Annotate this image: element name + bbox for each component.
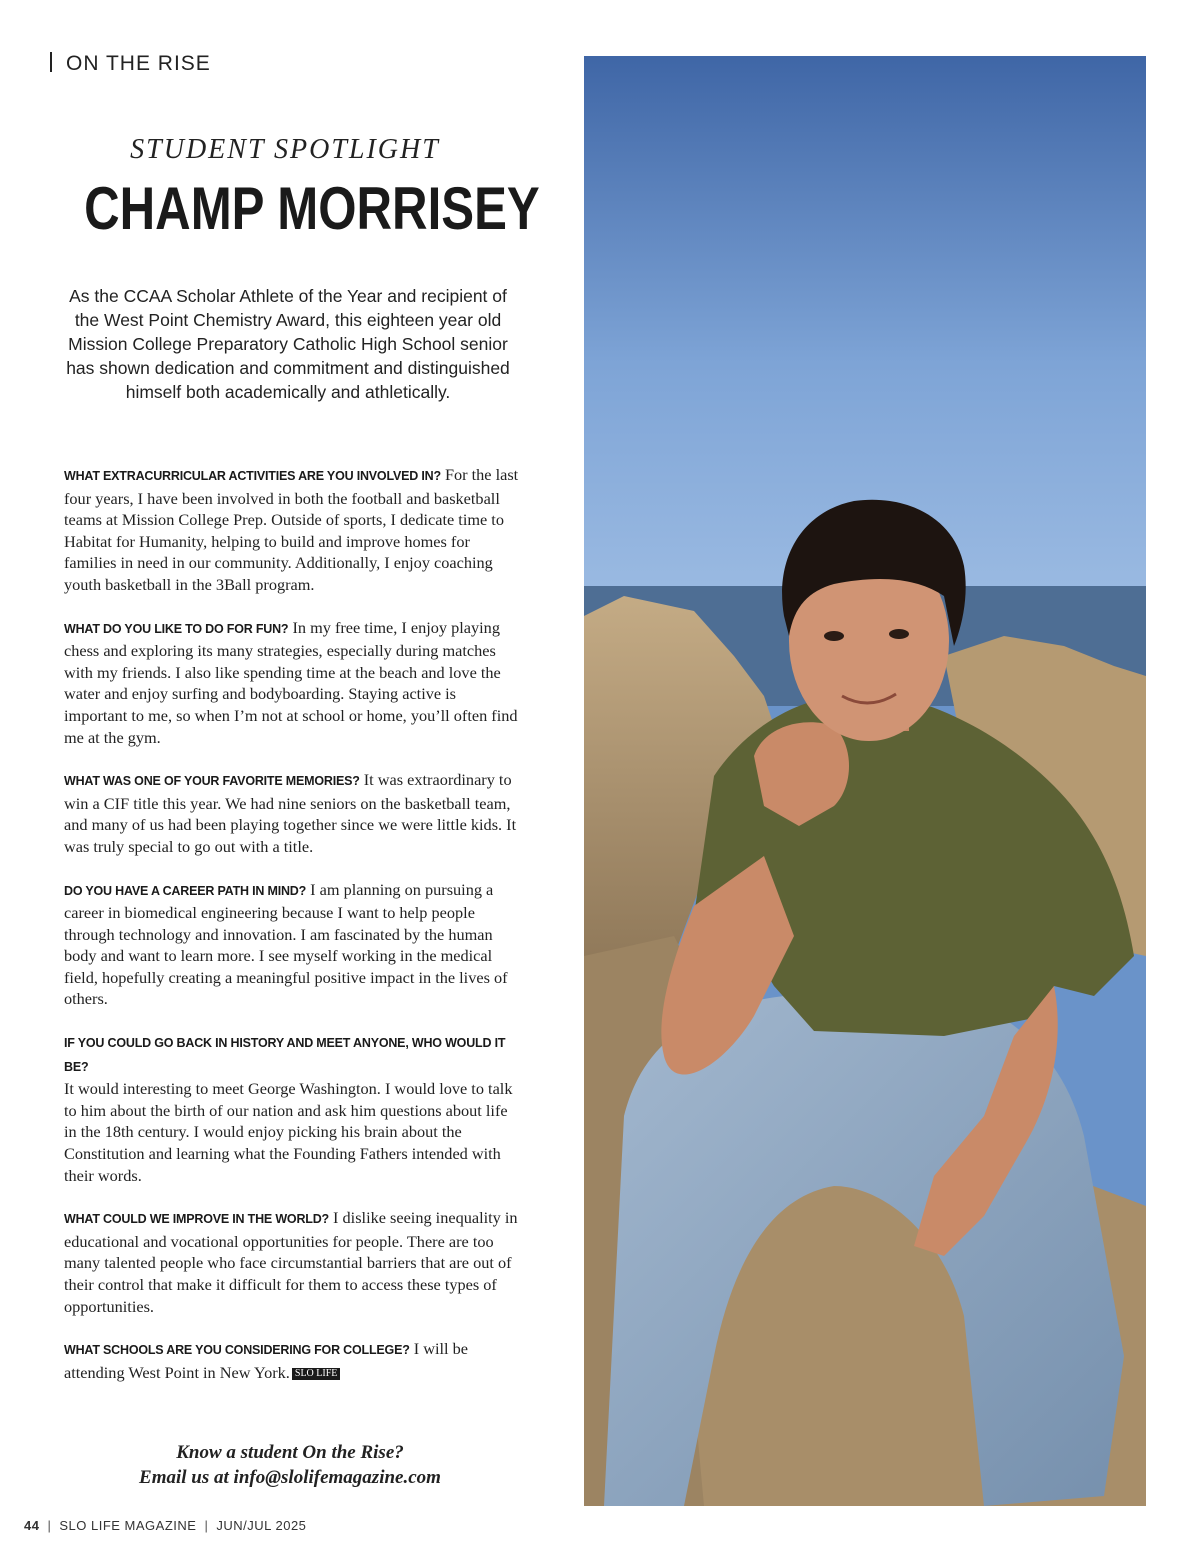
section-header xyxy=(50,52,211,76)
qa-section xyxy=(64,464,520,1404)
page-footer xyxy=(24,1518,306,1533)
qa-answer: I dislike seeing inequality in educational and vocational opportunities for people. There are too many talented people who face circumstantial barriers that are out of their control that make it difficult for them to access these types of opportunities. xyxy=(64,1208,518,1316)
eye-left xyxy=(824,631,844,641)
qa-item xyxy=(64,1031,520,1186)
portrait-photo xyxy=(584,56,1146,1506)
article-kicker: STUDENT SPOTLIGHT xyxy=(130,134,440,165)
issue-date: JUN/JUL 2025 xyxy=(216,1518,307,1533)
section-label: ON THE RISE xyxy=(66,52,211,75)
qa-answer: I am planning on pursuing a career in biomedical engineering because I want to help people through technology and innovation. I am fascinated by the human body and want to learn more. I see myself working in the medical field, hopefully creating a meaningful positive impact in the lives of others. xyxy=(64,879,508,1009)
article-title: CHAMP MORRISEY xyxy=(84,175,540,242)
publication-name: SLO LIFE MAGAZINE xyxy=(59,1518,197,1533)
qa-item xyxy=(64,769,520,857)
footer-divider: | xyxy=(204,1518,209,1533)
qa-question: WHAT EXTRACURRICULAR ACTIVITIES ARE YOU INVOLVED IN? xyxy=(64,469,441,483)
footer-divider: | xyxy=(47,1518,52,1533)
qa-question: WHAT DO YOU LIKE TO DO FOR FUN? xyxy=(64,621,289,636)
qa-answer: I will be attending West Point in New York. xyxy=(64,1339,468,1382)
qa-item xyxy=(64,879,520,1011)
qa-item xyxy=(64,617,520,749)
cta-line: Know a student On the Rise? xyxy=(176,1442,404,1463)
qa-question: WHAT WAS ONE OF YOUR FAVORITE MEMORIES? xyxy=(64,774,360,789)
qa-answer: For the last four years, I have been involved in both the football and basketball teams at Mission College Prep. Outside of sports, I dedicate time to Habitat for Humanity, helping to build and improve homes for families in need in our community. Additionally, I enjoy coaching youth basketball in the 3Ball program. xyxy=(64,465,519,594)
end-mark-logo: SLO LIFE xyxy=(292,1368,341,1380)
page-number: 44 xyxy=(24,1518,40,1533)
qa-item xyxy=(64,464,520,596)
qa-item xyxy=(64,1338,520,1383)
cta-email: Email us at info@slolifemagazine.com xyxy=(139,1467,441,1488)
eye-right xyxy=(889,629,909,639)
qa-item xyxy=(64,1207,520,1317)
section-divider xyxy=(50,52,52,72)
article-intro: As the CCAA Scholar Athlete of the Year and recipient of the West Point Chemistry Award, this eighteen year old Mission College Preparatory Catholic High School senior has shown dedication and commitment and distinguished himself both academically and athletically. xyxy=(66,286,510,402)
qa-question: WHAT SCHOOLS ARE YOU CONSIDERING FOR COLLEGE? xyxy=(64,1343,410,1358)
qa-question: DO YOU HAVE A CAREER PATH IN MIND? xyxy=(64,883,307,898)
qa-answer: It would interesting to meet George Washington. I would love to talk to him about the birth of our nation and ask him questions about life in the 18th century. I would enjoy picking his brain about the Constitution and learning what the Founding Fathers intended with their words. xyxy=(64,1079,513,1185)
qa-answer: In my free time, I enjoy playing chess and exploring its many strategies, especially during matches with my friends. I also like spending time at the beach and love the water and enjoy surfing and bodyboarding. Staying active is important to me, so when I’m not at school or home, you’ll often find me at the gym. xyxy=(64,617,518,747)
qa-question: WHAT COULD WE IMPROVE IN THE WORLD? xyxy=(64,1212,329,1227)
call-to-action xyxy=(80,1440,500,1490)
qa-answer: It was extraordinary to win a CIF title this year. We had nine seniors on the basketball team, and many of us had been playing together since we were little kids. It was truly special to go out with a title. xyxy=(64,770,517,856)
portrait-illustration xyxy=(584,56,1146,1506)
qa-question: IF YOU COULD GO BACK IN HISTORY AND MEET ANYONE, WHO WOULD IT BE? xyxy=(64,1036,506,1074)
